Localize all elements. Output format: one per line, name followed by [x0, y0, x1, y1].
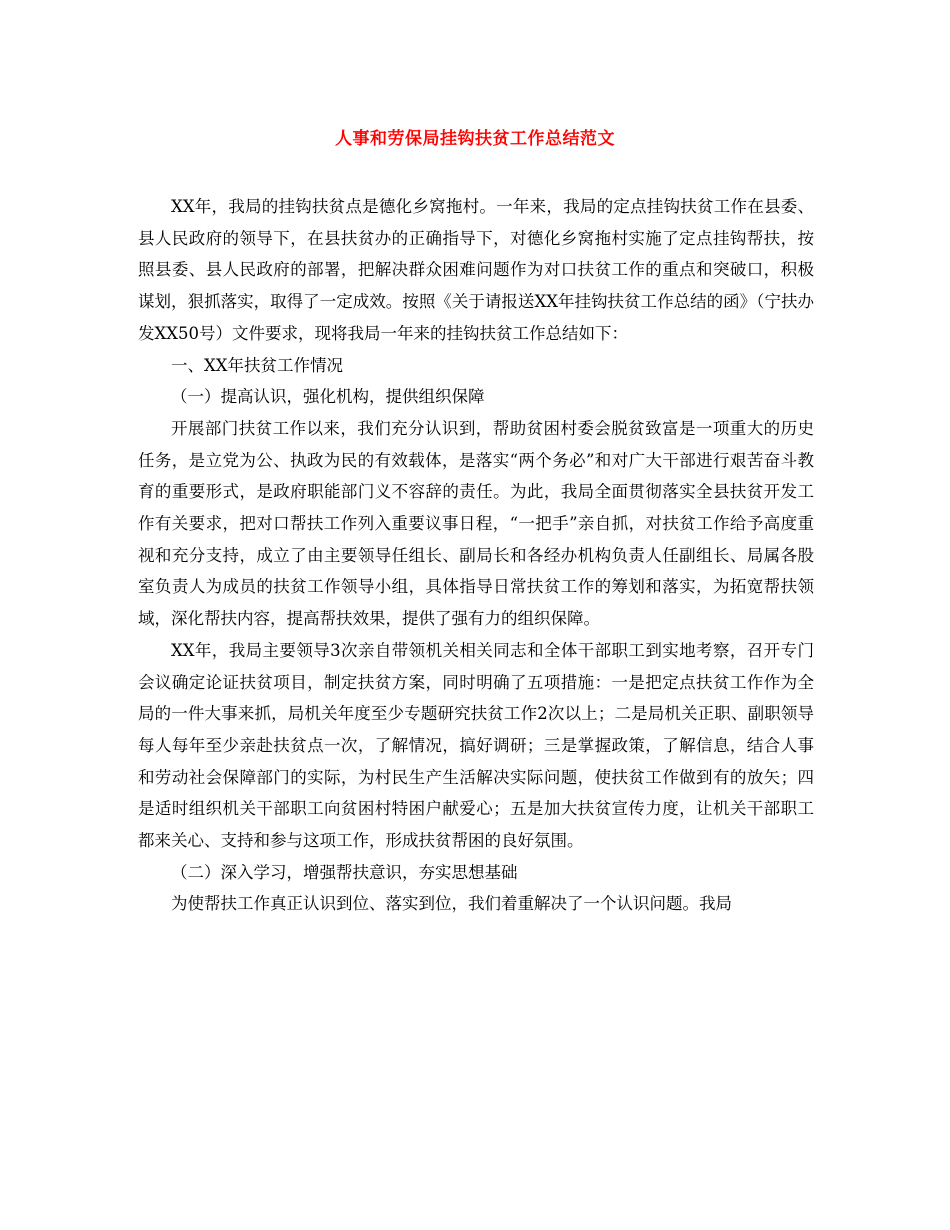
section-heading-1: 一、XX年扶贫工作情况: [171, 355, 343, 375]
subsection-heading-1: （一）提高认识，强化机构，提供组织保障: [171, 387, 485, 407]
paragraph-awareness: 为使帮扶工作真正认识到位、落实到位，我们着重解决了一个认识问题。我局: [171, 894, 732, 914]
subsection-heading-2: （二）深入学习，增强帮扶意识，夯实思想基础: [171, 862, 518, 882]
paragraph-organization: 开展部门扶贫工作以来，我们充分认识到，帮助贫困村委会脱贫致富是一项重大的历史任务，是立党为公、执政为民的有效载体，是落实“两个务必”和对广大干部进行艰苦奋斗教育的重要形式，是政府职能部门义不容辞的责任。为此，我局全面贯彻落实全县扶贫开发工作有关要求，把对口帮扶工作列入重要议事日程，“一把手”亲自抓，对扶贫工作给予高度重视和充分支持，成立了由主要领导任组长、副局长和各经办机构负责人任副组长、局属各股室负责人为成员的扶贫工作领导小组，具体指导日常扶贫工作的筹划和落实，为拓宽帮扶领域，深化帮扶内容，提高帮扶效果，提供了强有力的组织保障。: [138, 418, 814, 629]
paragraph-intro: XX年，我局的挂钩扶贫点是德化乡窝拖村。一年来，我局的定点挂钩扶贫工作在县委、县人民政府的领导下，在县扶贫办的正确指导下，对德化乡窝拖村实施了定点挂钩帮扶，按照县委、县人民政府的部署，把解决群众困难问题作为对口扶贫工作的重点和突破口，积极谋划，狠抓落实，取得了一定成效。按照《关于请报送XX年挂钩扶贫工作总结的函》（宁扶办发XX50号）文件要求，现将我局一年来的挂钩扶贫工作总结如下：: [138, 197, 814, 343]
document-body: [138, 191, 814, 920]
paragraph-measures: XX年，我局主要领导3次亲自带领机关相关同志和全体干部职工到实地考察，召开专门会议确定论证扶贫项目，制定扶贫方案，同时明确了五项措施：一是把定点扶贫工作作为全局的一件大事来抓，局机关年度至少专题研究扶贫工作2次以上；二是局机关正职、副职领导每人每年至少亲赴扶贫点一次，了解情况，搞好调研；三是掌握政策，了解信息，结合人事和劳动社会保障部门的实际，为村民生产生活解决实际问题，使扶贫工作做到有的放矢；四是适时组织机关干部职工向贫困村特困户献爱心；五是加大扶贫宣传力度，让机关干部职工都来关心、支持和参与这项工作，形成扶贫帮困的良好氛围。: [138, 640, 814, 851]
document-title: 人事和劳保局挂钩扶贫工作总结范文: [335, 129, 615, 149]
